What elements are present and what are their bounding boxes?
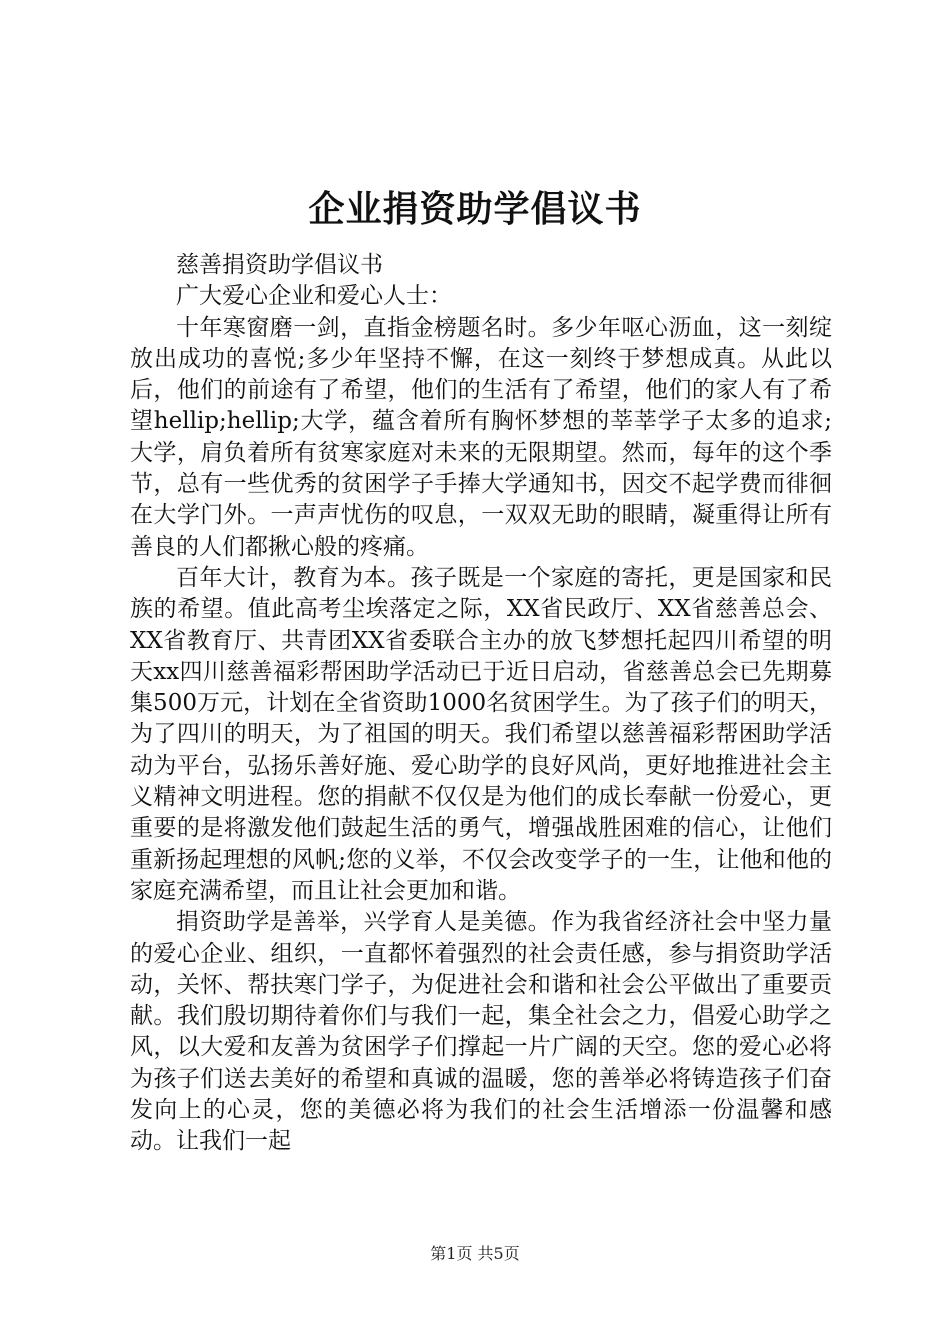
- paragraph-2: 百年大计，教育为本。孩子既是一个家庭的寄托，更是国家和民族的希望。值此高考尘埃落定之际，XX省民政厅、XX省慈善总会、XX省教育厅、共青团XX省委联合主办的放飞梦想托起四川希望的明天xx四川慈善福彩帮困助学活动已于近日启动，省慈善总会已先期募集500万元，计划在全省资助1000名贫困学生。为了孩子们的明天，为了四川的明天，为了祖国的明天。我们希望以慈善福彩帮困助学活动为平台，弘扬乐善好施、爱心助学的良好风尚，更好地推进社会主义精神文明进程。您的捐献不仅仅是为他们的成长奉献一份爱心，更重要的是将激发他们鼓起生活的勇气，增强战胜困难的信心，让他们重新扬起理想的风帆;您的义举，不仅会改变学子的一生，让他和他的家庭充满希望，而且让社会更加和谐。: [130, 564, 832, 904]
- paragraph-salutation: 广大爱心企业和爱心人士：: [176, 283, 452, 310]
- paragraph-3: 捐资助学是善举，兴学育人是美德。作为我省经济社会中坚力量的爱心企业、组织，一直都怀着强烈的社会责任感，参与捐资助学活动，关怀、帮扶寒门学子，为促进社会和谐和社会公平做出了重要贡献。我们殷切期待着你们与我们一起，集全社会之力，倡爱心助学之风，以大爱和友善为贫困学子们撑起一片广阔的天空。您的爱心必将为孩子们送去美好的希望和真诚的温暖，您的善举必将铸造孩子们奋发向上的心灵，您的美德必将为我们的社会生活增添一份温馨和感动。让我们一起: [130, 909, 832, 1155]
- paragraph-subtitle: 慈善捐资助学倡议书: [176, 252, 383, 278]
- page-number-footer: 第1页 共5页: [430, 1244, 520, 1263]
- paragraph-1: 十年寒窗磨一剑，直指金榜题名时。多少年呕心沥血，这一刻绽放出成功的喜悦;多少年坚持不懈，在这一刻终于梦想成真。从此以后，他们的前途有了希望，他们的生活有了希望，他们的家人有了希望hellip;hellip;大学，蕴含着所有胸怀梦想的莘莘学子太多的追求;大学，肩负着所有贫寒家庭对未来的无限期望。然而，每年的这个季节，总有一些优秀的贫困学子手捧大学通知书，因交不起学费而徘徊在大学门外。一声声忧伤的叹息，一双双无助的眼睛，凝重得让所有善良的人们都揪心般的疼痛。: [130, 314, 832, 560]
- document-title: 企业捐资助学倡议书: [308, 188, 642, 230]
- document-body: [130, 250, 832, 1158]
